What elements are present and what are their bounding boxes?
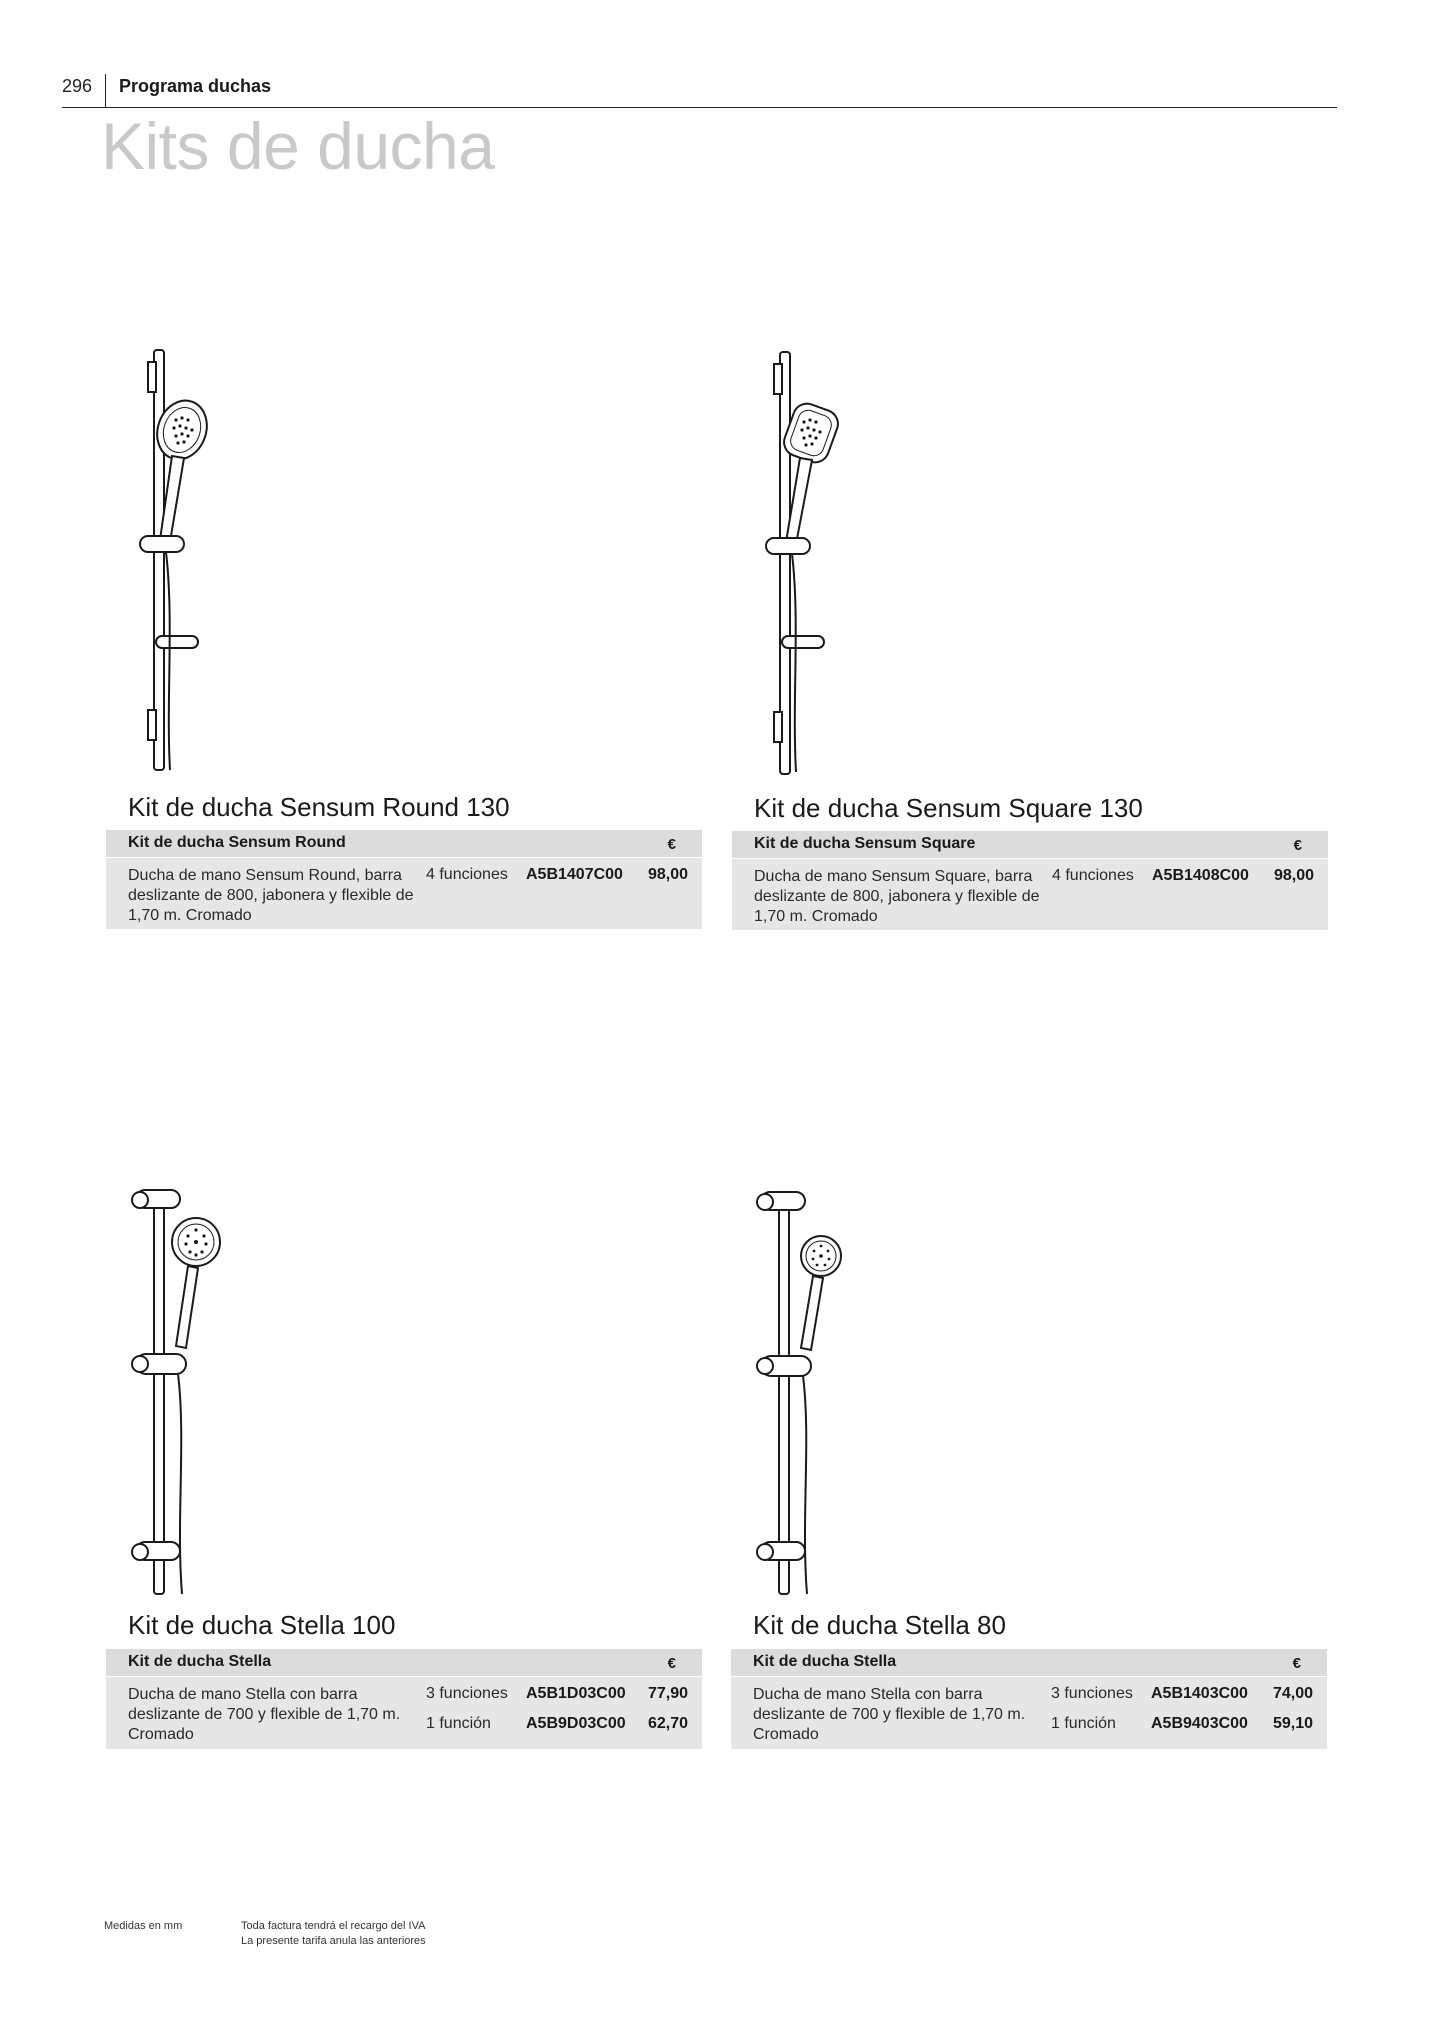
- product-title: Kit de ducha Stella 100: [128, 1610, 396, 1640]
- spec-row: [1051, 1685, 1313, 1705]
- price: 98,00: [1273, 867, 1314, 884]
- shower-kit-illustration: [126, 1180, 246, 1600]
- spec-name: Kit de ducha Stella: [753, 1653, 897, 1670]
- functions: 4 funciones: [426, 866, 508, 883]
- page-header: [62, 74, 1337, 108]
- spec-header: [732, 831, 1328, 859]
- functions: 3 funciones: [1051, 1685, 1133, 1702]
- spec-table: [732, 831, 1328, 930]
- shower-kit-illustration: [126, 340, 246, 780]
- price: 62,70: [647, 1715, 688, 1732]
- product-code: A5B9403C00: [1151, 1715, 1248, 1732]
- currency-symbol: €: [667, 1655, 676, 1672]
- spec-header: [106, 830, 702, 858]
- spec-table: [106, 1649, 702, 1749]
- product-code: A5B1408C00: [1152, 867, 1249, 884]
- shower-kit-illustration: [751, 1180, 871, 1600]
- product-code: A5B9D03C00: [526, 1715, 626, 1732]
- product-code: A5B1403C00: [1151, 1685, 1248, 1702]
- header-divider: [105, 74, 106, 107]
- spec-name: Kit de ducha Stella: [128, 1653, 272, 1670]
- spec-name: Kit de ducha Sensum Square: [754, 835, 976, 852]
- functions: 1 función: [426, 1715, 491, 1732]
- product-sensum-round: [106, 340, 702, 940]
- product-title: Kit de ducha Sensum Square 130: [754, 793, 1143, 823]
- spec-row: [1052, 867, 1314, 887]
- functions: 4 funciones: [1052, 867, 1134, 884]
- spec-table: [731, 1649, 1327, 1749]
- spec-row: [1051, 1715, 1313, 1735]
- spec-row: [426, 1715, 688, 1735]
- section-title: Programa duchas: [119, 76, 272, 96]
- spec-header: [106, 1649, 702, 1677]
- price: 59,10: [1272, 1715, 1313, 1732]
- spec-name: Kit de ducha Sensum Round: [128, 834, 346, 851]
- spec-header: [731, 1649, 1327, 1677]
- spec-table: [106, 830, 702, 929]
- spec-row: [426, 866, 688, 886]
- product-code: A5B1D03C00: [526, 1685, 626, 1702]
- product-title: Kit de ducha Sensum Round 130: [128, 792, 510, 822]
- product-description: Ducha de mano Stella con barra deslizante de 700 y flexible de 1,70 m. Cromado: [753, 1686, 1026, 1743]
- footer-note: La presente tarifa anula las anteriores: [241, 1935, 426, 1947]
- product-stella-100: [106, 1180, 702, 1760]
- currency-symbol: €: [667, 836, 676, 853]
- currency-symbol: €: [1293, 837, 1302, 854]
- price: 74,00: [1272, 1685, 1313, 1702]
- currency-symbol: €: [1292, 1655, 1301, 1672]
- product-title: Kit de ducha Stella 80: [753, 1610, 1006, 1640]
- functions: 3 funciones: [426, 1685, 508, 1702]
- spec-row: [426, 1685, 688, 1705]
- product-description: Ducha de mano Sensum Square, barra deslizante de 800, jabonera y flexible de 1,70 m. Cromado: [754, 868, 1040, 925]
- product-code: A5B1407C00: [526, 866, 623, 883]
- page-number: 296: [62, 76, 93, 96]
- footer-units: Medidas en mm: [104, 1920, 183, 1932]
- page-title: Kits de ducha: [101, 109, 495, 183]
- product-description: Ducha de mano Stella con barra deslizante de 700 y flexible de 1,70 m. Cromado: [128, 1686, 401, 1743]
- footer-notes: [241, 1919, 426, 1949]
- footer-note: Toda factura tendrá el recargo del IVA: [241, 1920, 426, 1932]
- price: 98,00: [647, 866, 688, 883]
- product-description: Ducha de mano Sensum Round, barra deslizante de 800, jabonera y flexible de 1,70 m. Cromado: [128, 867, 414, 924]
- price: 77,90: [647, 1685, 688, 1702]
- product-stella-80: [731, 1180, 1327, 1760]
- product-sensum-square: [732, 340, 1328, 940]
- functions: 1 función: [1051, 1715, 1116, 1732]
- shower-kit-illustration: [752, 340, 872, 780]
